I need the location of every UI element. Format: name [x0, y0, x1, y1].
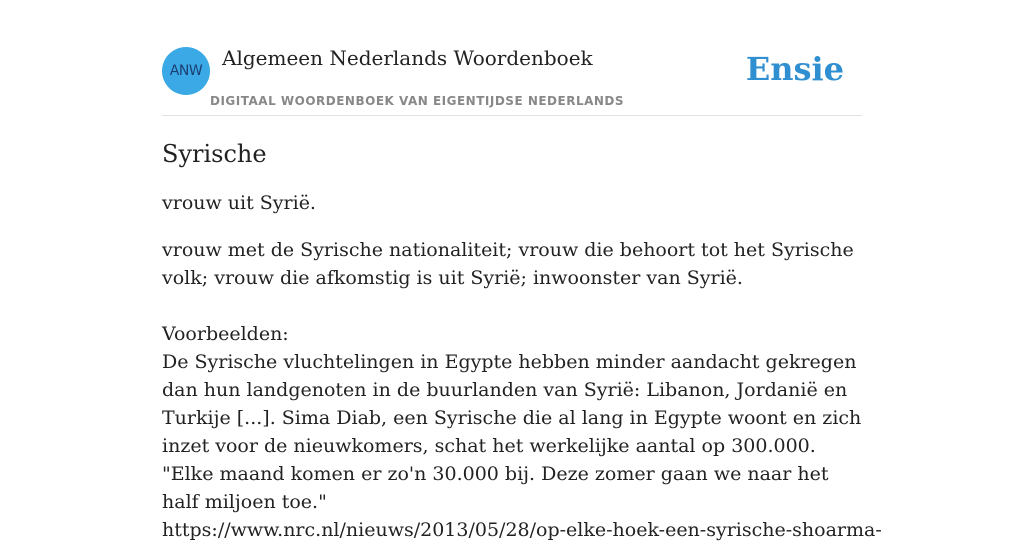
page-title: Syrische [162, 140, 267, 168]
site-header [162, 40, 862, 116]
example-text: De Syrische vluchtelingen in Egypte hebben minder aandacht gekregen dan hun landgenoten in de buurlanden van Syrië: Libanon, Jordanië en Turkije [...]. Sima Diab, een Syrische die al lang in Egypte woont en zich inzet voor de nieuwkomers, schat het werkelijke aantal op 300.000. "Elke maand komen er zo'n 30.000 bij. Deze zomer gaan we naar het half miljoen toe." [162, 351, 862, 513]
example-source-link[interactable]: https://www.nrc.nl/nieuws/2013/05/28/op-elke-hoek-een-syrische-shoarma- [162, 519, 882, 541]
anw-logo[interactable] [162, 47, 210, 95]
header-divider [162, 115, 862, 116]
site-title[interactable]: Algemeen Nederlands Woordenboek [222, 46, 593, 70]
ensie-brand-logo[interactable]: Ensie [745, 50, 844, 88]
logo-text: ANW [169, 63, 203, 79]
long-definition: vrouw met de Syrische nationaliteit; vrouw die behoort tot het Syrische volk; vrouw die afkomstig is uit Syrië; inwoonster van Syrië. [162, 239, 854, 289]
entry-content [162, 138, 882, 544]
site-subtitle: DIGITAAL WOORDENBOEK VAN EIGENTIJDSE NEDERLANDS [210, 94, 625, 108]
short-definition: vrouw uit Syrië. [162, 192, 316, 214]
examples-label: Voorbeelden: [162, 323, 289, 345]
